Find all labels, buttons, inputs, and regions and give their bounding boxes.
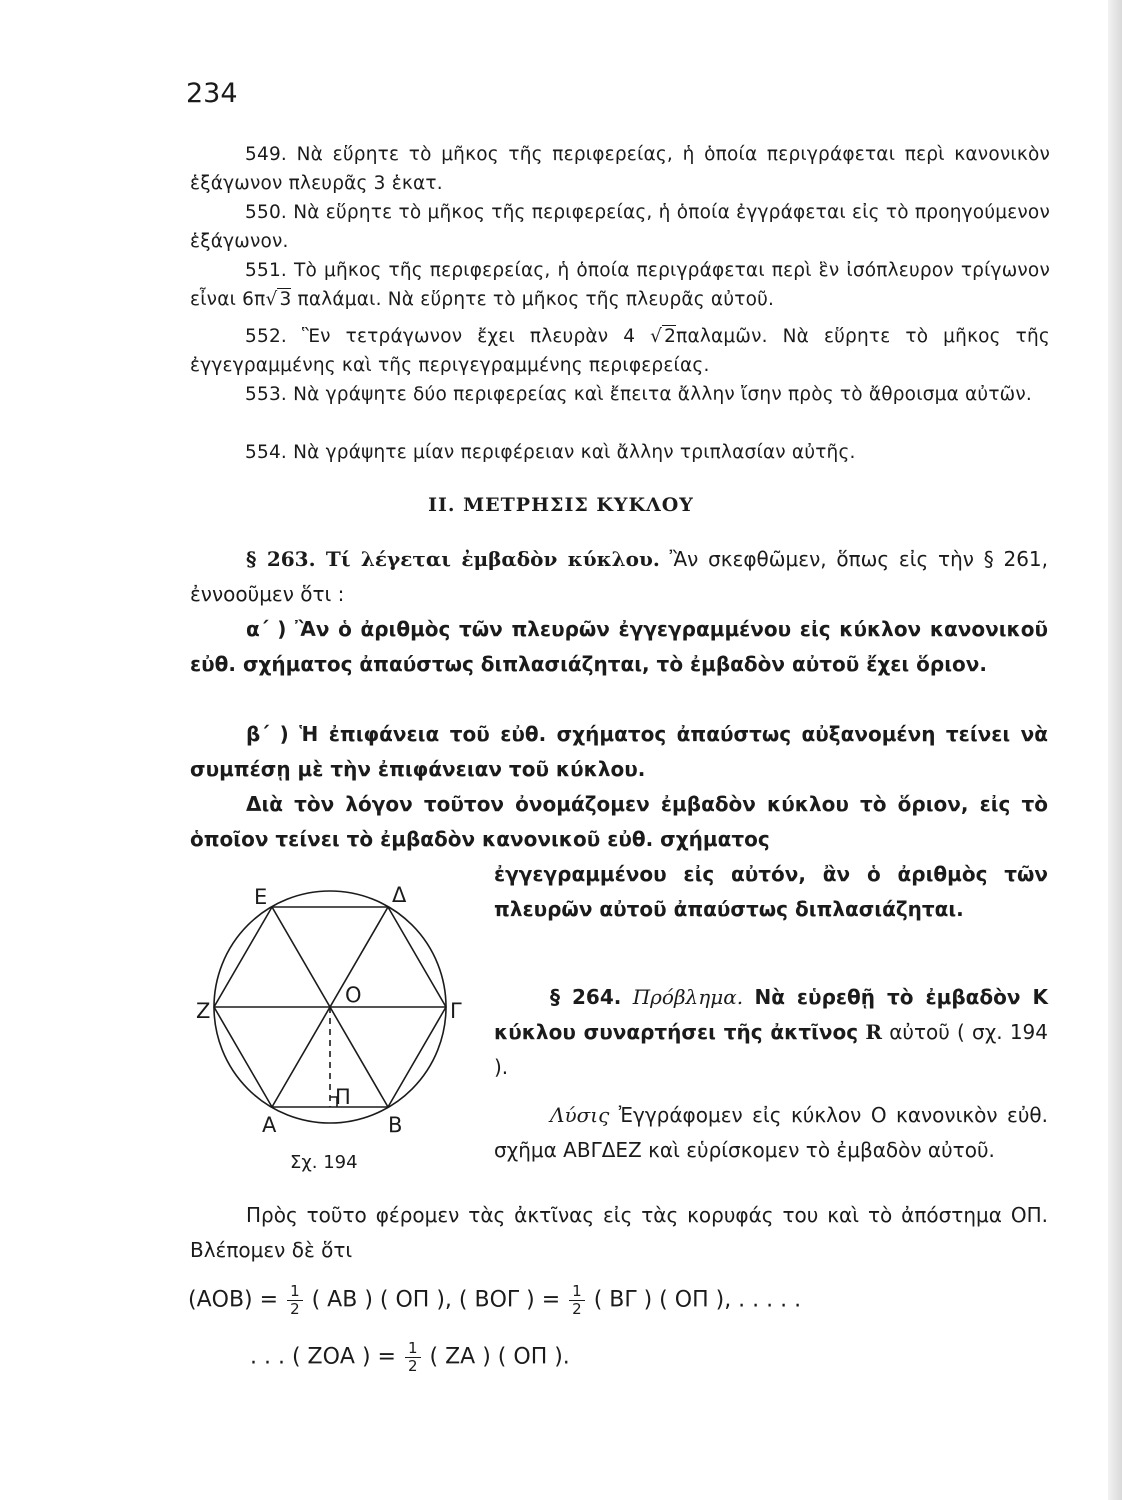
exercise-text: Τὸ μῆκος τῆς περιφερείας, ἡ ὁποία περιγράφεται περὶ ἓν ἰσόπλευρον τρίγωνον εἶναι 6π — [190, 260, 1050, 310]
figure-caption: Σχ. 194 — [290, 1152, 358, 1173]
point-text: Ἡ ἐπιφάνεια τοῦ εὐθ. σχήματος ἀπαύστως αὐξανομένη τείνει νὰ συμπέσῃ μὲ τὴν ἐπιφάνειαν τοῦ κύκλου. — [190, 722, 1049, 781]
lysis-label: Λύσις — [550, 1103, 610, 1127]
s263-definition — [190, 787, 1048, 857]
exercise-text: Νὰ γράψητε μίαν περιφέρειαν καὶ ἄλλην τριπλασίαν αὐτῆς. — [293, 442, 856, 463]
s263-intro — [190, 542, 1048, 612]
s264-text: Νὰ εὑρεθῇ τὸ ἐμβαδὸν Κ κύκλου συναρτήσει τῆς ἀκτῖνος — [494, 985, 1048, 1044]
point-label: α΄ ) — [246, 617, 287, 641]
eq2-part-a: . . . ( ΖΟΑ ) = — [250, 1344, 396, 1370]
point-label: β΄ ) — [246, 722, 289, 746]
exercise-554 — [190, 438, 1050, 467]
s263-definition-rest — [494, 857, 1048, 927]
exercise-number: 553. — [245, 384, 287, 405]
s263-point-b — [190, 717, 1048, 787]
exercise-number: 551. — [245, 260, 287, 281]
s264-final-text — [190, 1198, 1048, 1268]
radical-sign: √ — [650, 326, 663, 347]
radicand: 3 — [279, 289, 292, 310]
section-heading: ΙΙ. ΜΕΤΡΗΣΙΣ ΚΥΚΛΟΥ — [428, 494, 694, 516]
page-edge — [1108, 0, 1122, 1500]
exercise-text: Νὰ εὕρητε τὸ μῆκος τῆς περιφερείας, ἡ ὁποία ἐγγράφεται εἰς τὸ προηγούμενον ἑξάγωνον. — [190, 202, 1050, 252]
label-B: Β — [388, 1113, 403, 1137]
exercise-number: 550. — [245, 202, 287, 223]
figure-194 — [192, 880, 482, 1154]
page-number: 234 — [186, 78, 238, 109]
label-A: Α — [262, 1113, 277, 1137]
exercise-text: παλαμῶν. Νὰ εὕρητε τὸ μῆκος τῆς ἐγγεγραμμένης καὶ τῆς περιγεγραμμένης περιφερείας. — [190, 326, 1050, 376]
s264-solution — [494, 1098, 1048, 1168]
label-Z: Ζ — [196, 999, 211, 1023]
exercise-number: 554. — [245, 442, 287, 463]
s263-title: § 263. Τί λέγεται ἐμβαδὸν κύκλου. — [246, 547, 660, 571]
exercise-text: παλάμαι. Νὰ εὕρητε τὸ μῆκος τῆς πλευρᾶς αὐτοῦ. — [291, 289, 775, 310]
label-O: Ο — [345, 983, 362, 1007]
exercise-551 — [190, 256, 1050, 314]
definition-text-rest: ἐγγεγραμμένου εἰς αὐτόν, ἂν ὁ ἀριθμὸς τῶν πλευρῶν αὐτοῦ ἀπαύστως διπλασιάζηται. — [494, 862, 1048, 921]
exercise-text: Νὰ γράψητε δύο περιφερείας καὶ ἔπειτα ἄλλην ἴσην πρὸς τὸ ἄθροισμα αὐτῶν. — [293, 384, 1032, 405]
radical-sign: √ — [265, 289, 278, 310]
point-text: Ἂν ὁ ἀριθμὸς τῶν πλευρῶν ἐγγεγραμμένου εἰς κύκλον κανονικοῦ εὐθ. σχήματος ἀπαύστως διπλασιάζηται, τὸ ἐμβαδὸν αὐτοῦ ἔχει ὅριον. — [190, 617, 1049, 676]
radicand: 2 — [664, 326, 677, 347]
label-G: Γ — [450, 999, 462, 1023]
final-text: Πρὸς τοῦτο φέρομεν τὰς ἀκτῖνας εἰς τὰς κορυφάς του καὶ τὸ ἀπόστημα ΟΠ. Βλέπομεν δὲ ὅτι — [190, 1203, 1048, 1262]
eq1-part-c: ( ΒΓ ) ( ΟΠ ), . . . . . — [593, 1287, 802, 1313]
s263-point-a — [190, 612, 1048, 682]
eq1-part-b: ( ΑΒ ) ( ΟΠ ), ( ΒΟΓ ) = — [311, 1287, 561, 1313]
s264-number: § 264. — [550, 985, 622, 1009]
exercise-550 — [190, 198, 1050, 256]
hexagon-in-circle-diagram — [192, 880, 482, 1150]
equation-line-2 — [250, 1340, 570, 1375]
s264-R: R — [865, 1020, 882, 1044]
lysis-text: Ἐγγράφομεν εἰς κύκλον Ο κανονικὸν εὐθ. σχῆμα ΑΒΓΔΕΖ καὶ εὑρίσκομεν τὸ ἐμβαδὸν αὐτοῦ. — [494, 1103, 1048, 1162]
exercise-text: Ἓν τετράγωνον ἔχει πλευρὰν 4 — [301, 326, 651, 347]
eq2-part-b: ( ΖΑ ) ( ΟΠ ). — [429, 1344, 570, 1370]
exercise-number: 549. — [245, 144, 287, 165]
exercise-553 — [190, 380, 1050, 409]
exercise-number: 552. — [245, 326, 287, 347]
exercise-text: Νὰ εὕρητε τὸ μῆκος τῆς περιφερείας, ἡ ὁποία περιγράφεται περὶ κανονικὸν ἑξάγωνον πλευρᾶς 3 ἑκατ. — [190, 144, 1050, 194]
label-E: Ε — [254, 885, 268, 909]
s264-label: Πρόβλημα. — [632, 985, 744, 1009]
definition-text: Διὰ τὸν λόγον τοῦτον ὀνομάζομεν ἐμβαδὸν κύκλου τὸ ὅριον, εἰς τὸ ὁποῖον τείνει τὸ ἐμβαδὸν κανονικοῦ εὐθ. σχήματος — [190, 792, 1048, 851]
exercise-552 — [190, 322, 1050, 380]
eq1-part-a: (ΑΟΒ) = — [188, 1287, 279, 1313]
label-D: Δ — [392, 883, 407, 907]
label-P: Π — [335, 1085, 351, 1109]
exercise-549 — [190, 140, 1050, 198]
s264-problem — [494, 980, 1048, 1085]
equation-line-1 — [188, 1283, 801, 1318]
fraction-half: $\frac{1}{2}$ — [405, 1340, 421, 1375]
s264-text2: αὐτοῦ ( σχ. 194 ). — [494, 1020, 1049, 1079]
s263-intro-text: Ἂν σκεφθῶμεν, ὅπως εἰς τὴν § 261, ἐννοοῦμεν ὅτι : — [190, 547, 1048, 606]
fraction-half: $\frac{1}{2}$ — [569, 1283, 585, 1318]
fraction-half: $\frac{1}{2}$ — [287, 1283, 303, 1318]
